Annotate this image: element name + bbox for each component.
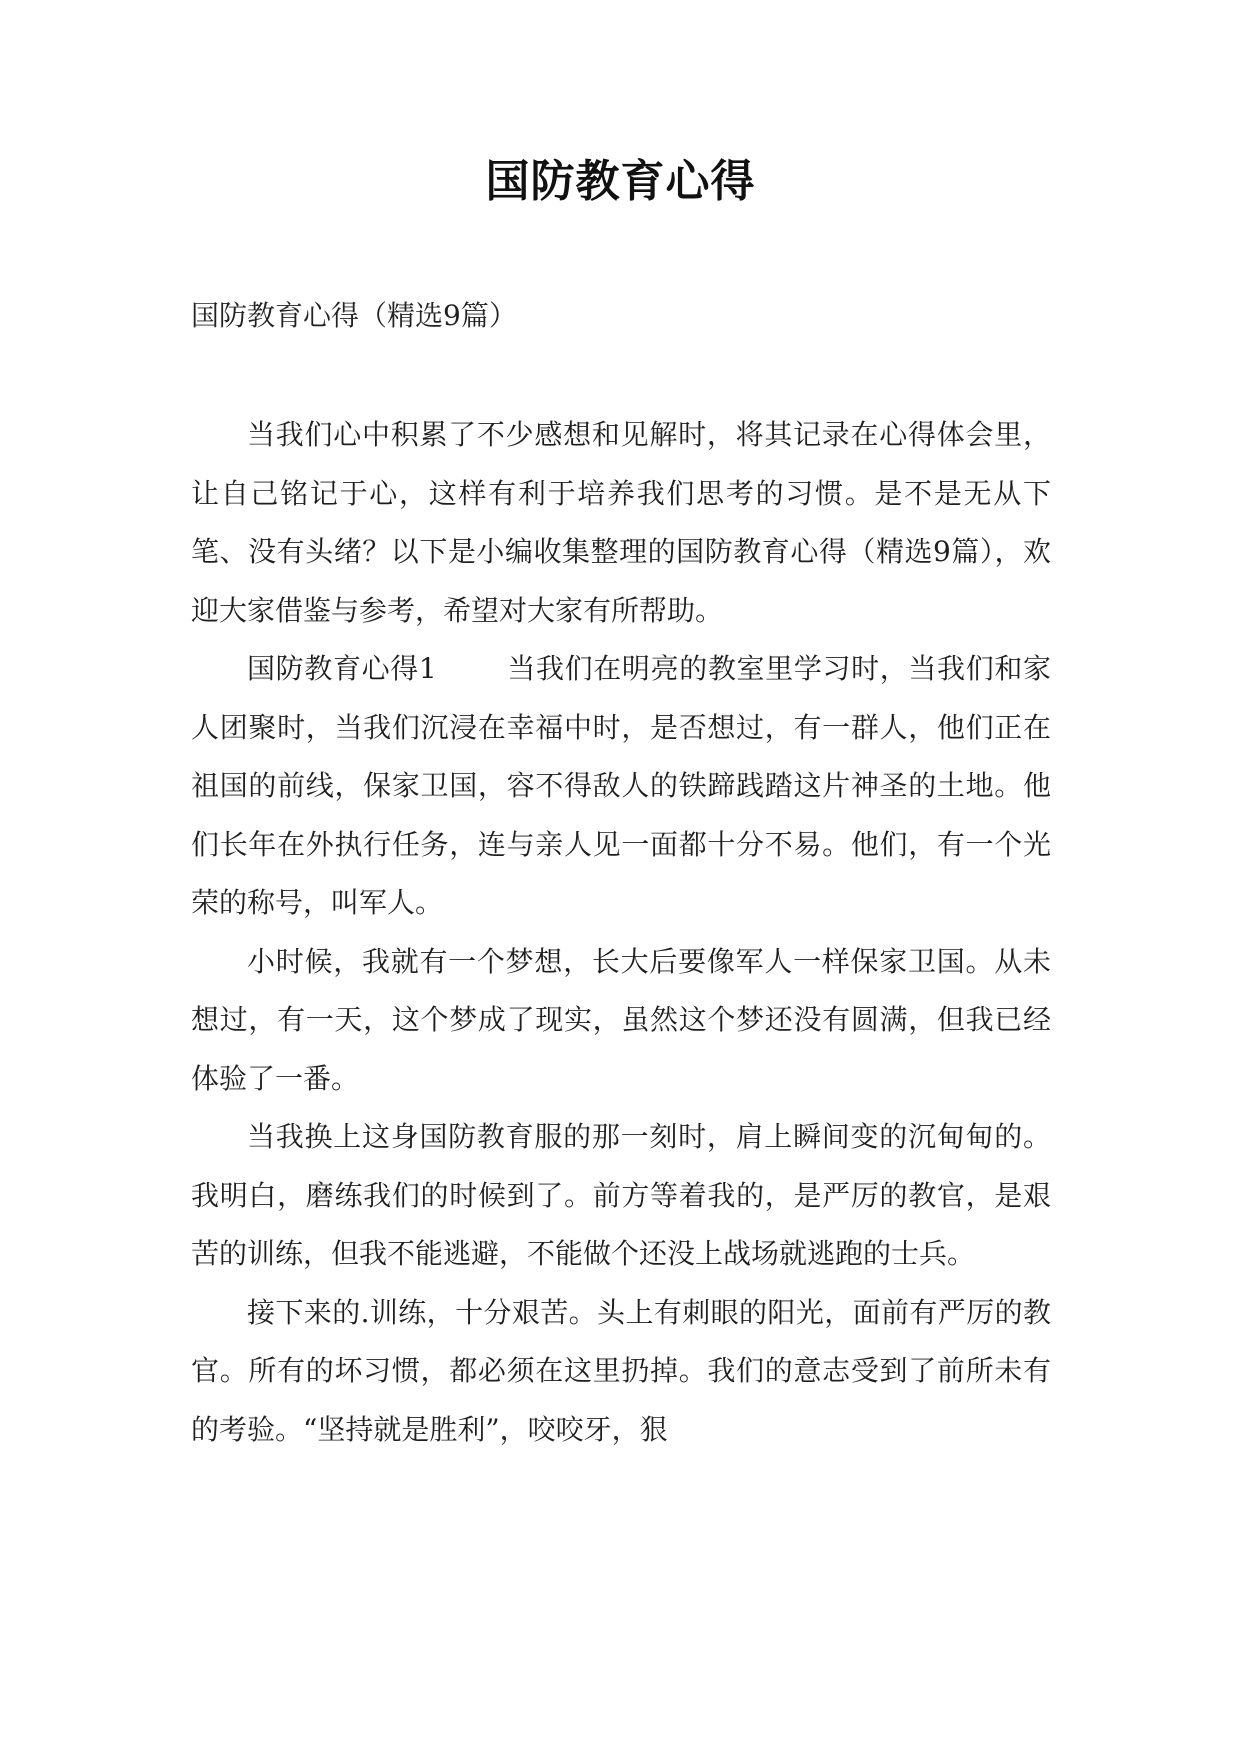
document-body xyxy=(191,406,1051,1459)
section-1-first-paragraph xyxy=(191,640,1051,933)
document-title: 国防教育心得 xyxy=(485,156,756,207)
section-1-heading: 国防教育心得1 xyxy=(247,652,437,685)
section-1-paragraph-2: 小时候，我就有一个梦想，长大后要像军人一样保家卫国。从未想过，有一天，这个梦成了现实，虽然这个梦还没有圆满，但我已经体验了一番。 xyxy=(191,944,1051,1095)
section-1-paragraph-4: 接下来的.训练，十分艰苦。头上有刺眼的阳光，面前有严厉的教官。所有的坏习惯，都必须在这里扔掉。我们的意志受到了前所未有的考验。“坚持就是胜利”，咬咬牙，狠 xyxy=(191,1295,1051,1446)
intro-paragraph: 当我们心中积累了不少感想和见解时，将其记录在心得体会里，让自己铭记于心，这样有利于培养我们思考的习惯。是不是无从下笔、没有头绪？以下是小编收集整理的国防教育心得（精选9篇），欢迎大家借鉴与参考，希望对大家有所帮助。 xyxy=(191,418,1051,627)
section-1-paragraph-3: 当我换上这身国防教育服的那一刻时，肩上瞬间变的沉甸甸的。我明白，磨练我们的时候到了。前方等着我的，是严厉的教官，是艰苦的训练，但我不能逃避，不能做个还没上战场就逃跑的士兵。 xyxy=(191,1120,1051,1270)
document-subtitle: 国防教育心得（精选9篇） xyxy=(191,299,517,332)
section-1-paragraph-1: 当我们在明亮的教室里学习时，当我们和家人团聚时，当我们沉浸在幸福中时，是否想过，有一群人，他们正在祖国的前线，保家卫国，容不得敌人的铁蹄践踏这片神圣的土地。他们长年在外执行任务，连与亲人见一面都十分不易。他们，有一个光荣的称号，叫军人。 xyxy=(191,652,1051,919)
